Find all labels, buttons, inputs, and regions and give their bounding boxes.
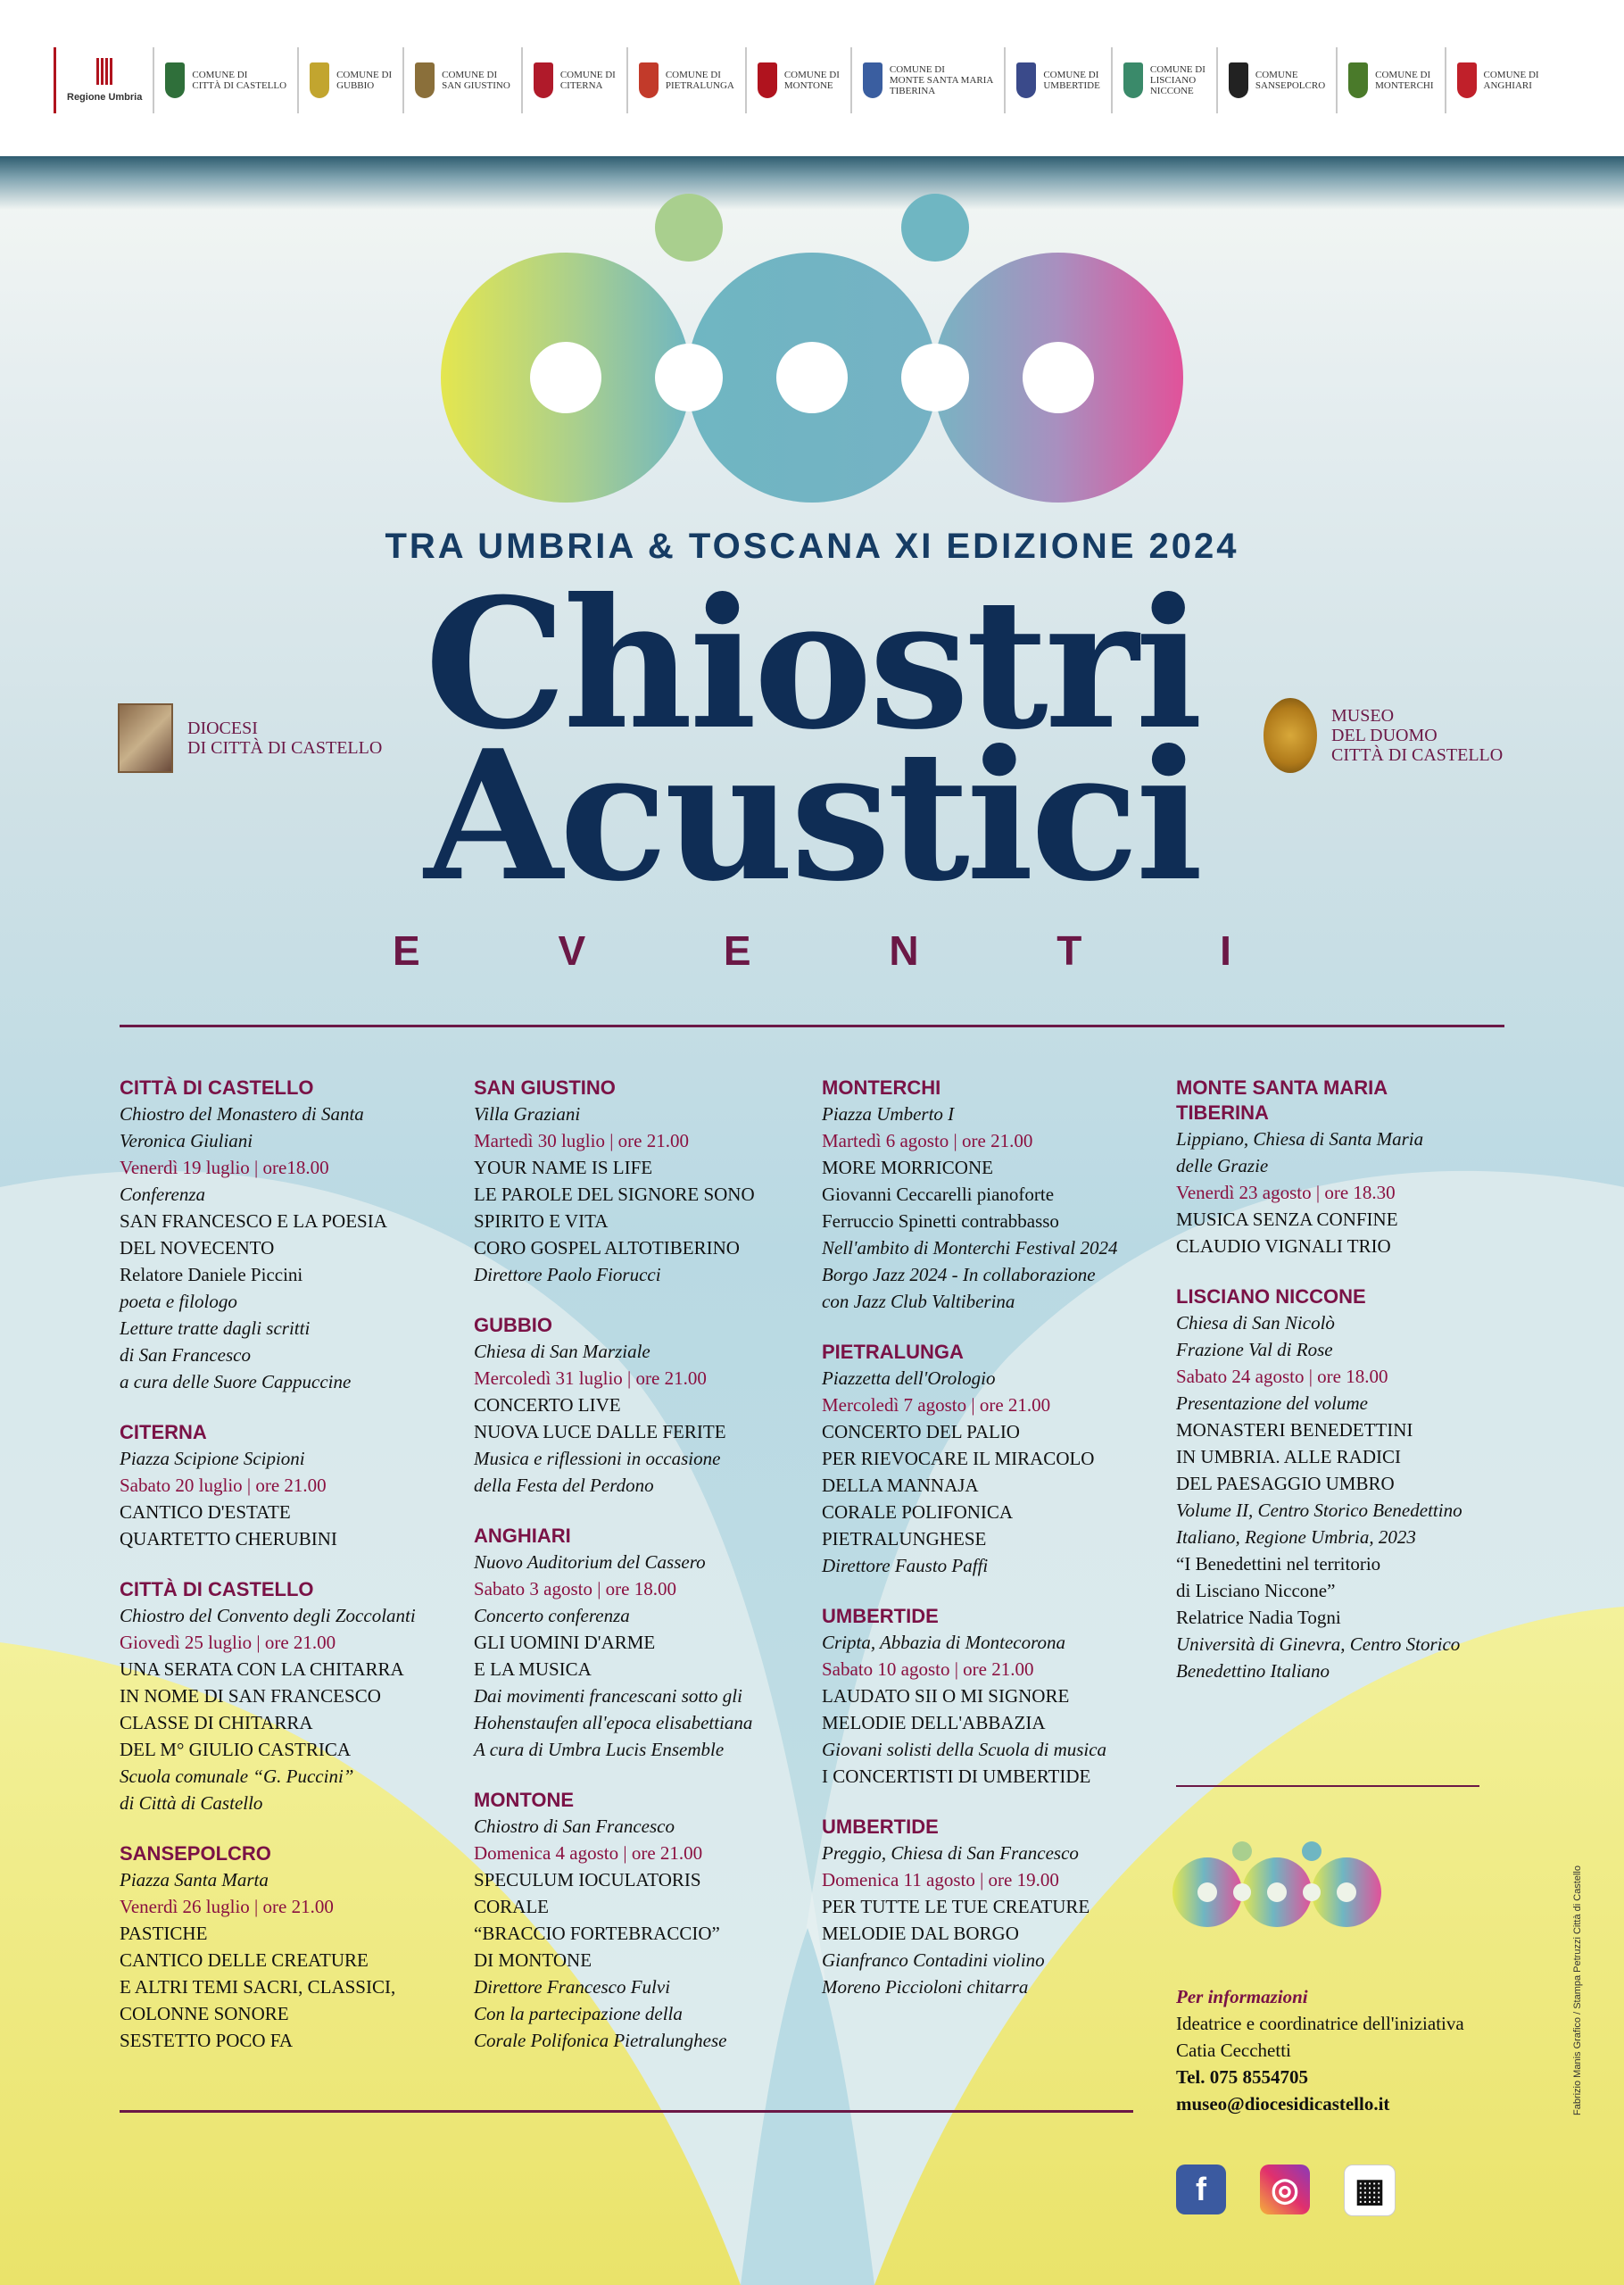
event-line: di Lisciano Niccone”: [1176, 1580, 1336, 1601]
event-line: di Città di Castello: [120, 1792, 263, 1814]
event-line: Piazzetta dell'Orologio: [822, 1367, 996, 1389]
event-line: DEL PAESAGGIO UMBRO: [1176, 1473, 1395, 1494]
event-line: Volume II, Centro Storico Benedettino: [1176, 1500, 1462, 1521]
event-line: CANTICO DELLE CREATURE: [120, 1949, 369, 1971]
event-line: PER RIEVOCARE IL MIRACOLO: [822, 1448, 1095, 1469]
event-line: CLASSE DI CHITARRA: [120, 1712, 313, 1733]
event-line: Relatore Daniele Piccini: [120, 1264, 303, 1285]
event-line: Veronica Giuliani: [120, 1130, 253, 1151]
event-date: Martedì 6 agosto | ore 21.00: [822, 1130, 1033, 1151]
comune-label: COMUNE DI PIETRALUNGA: [665, 70, 734, 91]
event-line: Presentazione del volume: [1176, 1392, 1368, 1414]
event-line: Ferruccio Spinetti contrabbasso: [822, 1210, 1059, 1232]
event-location: MONTE SANTA MARIA: [1176, 1076, 1388, 1099]
qr-code-icon[interactable]: ▦: [1344, 2165, 1396, 2216]
event-line: DELLA MANNAJA: [822, 1475, 979, 1496]
event-line: MORE MORRICONE: [822, 1157, 993, 1178]
comune-label: COMUNE DI MONTONE: [783, 70, 840, 91]
event-line: Con la partecipazione della: [474, 2003, 683, 2024]
event-line: QUARTETTO CHERUBINI: [120, 1528, 337, 1550]
event-line: Piazza Santa Marta: [120, 1869, 269, 1890]
event-location: CITTÀ DI CASTELLO: [120, 1076, 314, 1099]
event-block: [1176, 1284, 1515, 1684]
event-line: Italiano, Regione Umbria, 2023: [1176, 1526, 1416, 1548]
event-block: [120, 1841, 459, 2054]
event-line: con Jazz Club Valtiberina: [822, 1291, 1015, 1312]
comune-label: COMUNE DI GUBBIO: [336, 70, 393, 91]
event-line: a cura delle Suore Cappuccine: [120, 1371, 352, 1392]
event-block: [474, 1524, 813, 1763]
small-festival-logo: [1160, 1830, 1410, 1955]
credit-line: Fabrizio Manis Grafico / Stampa Petruzzi Città di Castello: [1572, 1865, 1583, 2115]
event-date: Sabato 10 agosto | ore 21.00: [822, 1658, 1034, 1680]
event-line: CLAUDIO VIGNALI TRIO: [1176, 1235, 1391, 1257]
info-heading: Per informazioni: [1176, 1986, 1308, 2007]
event-block: [474, 1313, 813, 1499]
event-line: della Festa del Perdono: [474, 1475, 654, 1496]
dot-teal: [901, 194, 969, 262]
event-block: [474, 1788, 813, 2054]
event-line: LE PAROLE DEL SIGNORE SONO: [474, 1184, 755, 1205]
event-line: Corale Polifonica Pietralunghese: [474, 2030, 727, 2051]
event-date: Mercoledì 7 agosto | ore 21.00: [822, 1394, 1051, 1416]
event-line: Dai movimenti francescani sotto gli: [474, 1685, 742, 1707]
facebook-icon[interactable]: f: [1176, 2165, 1226, 2214]
event-line: Relatrice Nadia Togni: [1176, 1607, 1341, 1628]
comune-label: COMUNE DI CITTÀ DI CASTELLO: [192, 70, 287, 91]
event-line: GLI UOMINI D'ARME: [474, 1632, 656, 1653]
event-block: [474, 1076, 813, 1288]
event-line: poeta e filologo: [120, 1291, 237, 1312]
diocesi-label: DIOCESI DI CITTÀ DI CASTELLO: [187, 719, 383, 758]
event-line: “I Benedettini nel territorio: [1176, 1553, 1381, 1575]
event-block: [1176, 1076, 1515, 1259]
comune-label: COMUNE DI MONTE SANTA MARIA TIBERINA: [889, 64, 994, 96]
event-date: Venerdì 23 agosto | ore 18.30: [1176, 1182, 1396, 1203]
social-links: [1176, 2165, 1396, 2216]
event-line: Preggio, Chiesa di San Francesco: [822, 1842, 1079, 1864]
event-line: Villa Graziani: [474, 1103, 581, 1125]
event-line: “BRACCIO FORTEBRACCIO”: [474, 1923, 720, 1944]
events-column-1: [120, 1076, 459, 2079]
eventi-letter: I: [1220, 927, 1231, 974]
event-line: CONCERTO LIVE: [474, 1394, 621, 1416]
diocesi-emblem-icon: [118, 703, 173, 773]
event-line: Moreno Piccioloni chitarra: [822, 1976, 1029, 1998]
event-location: MONTERCHI: [822, 1076, 941, 1099]
event-location: LISCIANO NICCONE: [1176, 1285, 1366, 1308]
event-line: PIETRALUNGHESE: [822, 1528, 987, 1550]
events-column-3: [822, 1076, 1161, 2025]
event-line: Borgo Jazz 2024 - In collaborazione: [822, 1264, 1096, 1285]
event-line: Direttore Francesco Fulvi: [474, 1976, 671, 1998]
event-line: MELODIE DAL BORGO: [822, 1923, 1019, 1944]
event-line: Concerto conferenza: [474, 1605, 630, 1626]
info-email[interactable]: museo@diocesidicastello.it: [1176, 2093, 1390, 2115]
info-line: Catia Cecchetti: [1176, 2040, 1291, 2061]
event-line: IN UMBRIA. ALLE RADICI: [1176, 1446, 1401, 1467]
edition-heading: TRA UMBRIA & TOSCANA XI EDIZIONE 2024: [385, 527, 1239, 566]
event-line: Letture tratte dagli scritti: [120, 1317, 311, 1339]
event-location: CITERNA: [120, 1421, 207, 1443]
museo-partner: [1264, 698, 1503, 773]
event-line: Chiostro del Convento degli Zoccolanti: [120, 1605, 416, 1626]
event-block: [822, 1604, 1161, 1790]
event-line: DEL M° GIULIO CASTRICA: [120, 1739, 352, 1760]
event-line: NUOVA LUCE DALLE FERITE: [474, 1421, 726, 1442]
event-date: Venerdì 26 luglio | ore 21.00: [120, 1896, 334, 1917]
event-line: DI MONTONE: [474, 1949, 592, 1971]
event-line: I CONCERTISTI DI UMBERTIDE: [822, 1766, 1091, 1787]
info-divider: [1176, 1785, 1479, 1787]
event-location: UMBERTIDE: [822, 1605, 939, 1627]
event-line: SESTETTO POCO FA: [120, 2030, 294, 2051]
title-line-2: Acustici: [424, 711, 1200, 921]
comune-label: COMUNE DI SAN GIUSTINO: [442, 70, 510, 91]
comune-label: COMUNE DI MONTERCHI: [1375, 70, 1434, 91]
event-block: [120, 1420, 459, 1552]
event-date: Giovedì 25 luglio | ore 21.00: [120, 1632, 336, 1653]
event-line: CANTICO D'ESTATE: [120, 1501, 291, 1523]
event-line: PASTICHE: [120, 1923, 208, 1944]
event-line: Nuovo Auditorium del Cassero: [474, 1551, 706, 1573]
events-column-2: [474, 1076, 813, 2079]
region-label: Regione Umbria: [67, 92, 143, 103]
event-line: Direttore Paolo Fiorucci: [474, 1264, 661, 1285]
event-line: Chiesa di San Nicolò: [1176, 1312, 1335, 1334]
event-line: Giovani solisti della Scuola di musica: [822, 1739, 1107, 1760]
event-block: [120, 1076, 459, 1395]
eventi-letter: E: [723, 927, 751, 974]
eventi-letter: V: [558, 927, 586, 974]
event-block: [822, 1076, 1161, 1315]
event-line: E ALTRI TEMI SACRI, CLASSICI,: [120, 1976, 396, 1998]
event-line: di San Francesco: [120, 1344, 251, 1366]
eventi-letter: T: [1056, 927, 1082, 974]
event-line: Hohenstaufen all'epoca elisabettiana: [474, 1712, 753, 1733]
event-line: Benedettino Italiano: [1176, 1660, 1330, 1682]
event-line: Musica e riflessioni in occasione: [474, 1448, 721, 1469]
event-line: CORALE: [474, 1896, 549, 1917]
event-line: Giovanni Ceccarelli pianoforte: [822, 1184, 1055, 1205]
bottom-divider: [120, 2110, 1133, 2113]
event-line: SPIRITO E VITA: [474, 1210, 609, 1232]
event-location: GUBBIO: [474, 1314, 552, 1336]
event-location: CITTÀ DI CASTELLO: [120, 1578, 314, 1600]
event-line: Conferenza: [120, 1184, 206, 1205]
instagram-icon[interactable]: ◎: [1260, 2165, 1310, 2214]
event-line: UNA SERATA CON LA CHITARRA: [120, 1658, 404, 1680]
event-line: Scuola comunale “G. Puccini”: [120, 1766, 354, 1787]
event-block: [822, 1815, 1161, 2000]
comune-label: COMUNE DI LISCIANO NICCONE: [1149, 64, 1206, 96]
event-line: Piazza Scipione Scipioni: [120, 1448, 305, 1469]
eventi-subtitle: [393, 926, 1231, 975]
event-line: CONCERTO DEL PALIO: [822, 1421, 1020, 1442]
event-line: Nell'ambito di Monterchi Festival 2024: [822, 1237, 1118, 1259]
event-line: SPECULUM IOCULATORIS: [474, 1869, 701, 1890]
event-line: LAUDATO SII O MI SIGNORE: [822, 1685, 1070, 1707]
event-date: Domenica 4 agosto | ore 21.00: [474, 1842, 703, 1864]
info-block: [1176, 1983, 1551, 2117]
comune-label: COMUNE DI CITERNA: [559, 70, 616, 91]
event-line: Gianfranco Contadini violino: [822, 1949, 1045, 1971]
event-line: IN NOME DI SAN FRANCESCO: [120, 1685, 381, 1707]
diocesi-partner: [118, 703, 382, 773]
comune-label: COMUNE DI UMBERTIDE: [1043, 70, 1100, 91]
top-divider: [120, 1025, 1504, 1027]
event-line: Chiostro del Monastero di Santa: [120, 1103, 364, 1125]
event-line: CORALE POLIFONICA: [822, 1501, 1014, 1523]
dot-green: [655, 194, 723, 262]
event-date: Sabato 3 agosto | ore 18.00: [474, 1578, 677, 1600]
event-line: YOUR NAME IS LIFE: [474, 1157, 653, 1178]
eventi-letter: N: [889, 927, 919, 974]
events-column-4: [1176, 1076, 1515, 1709]
event-block: [822, 1340, 1161, 1579]
museo-emblem-icon: [1264, 698, 1317, 773]
event-line: Lippiano, Chiesa di Santa Maria: [1176, 1128, 1424, 1150]
event-location: PIETRALUNGA: [822, 1341, 964, 1363]
event-location: SAN GIUSTINO: [474, 1076, 616, 1099]
event-date: Mercoledì 31 luglio | ore 21.00: [474, 1367, 707, 1389]
event-line: CORO GOSPEL ALTOTIBERINO: [474, 1237, 740, 1259]
comune-label: COMUNE DI ANGHIARI: [1483, 70, 1539, 91]
event-line: delle Grazie: [1176, 1155, 1269, 1176]
eventi-letter: E: [393, 927, 420, 974]
event-line: Cripta, Abbazia di Montecorona: [822, 1632, 1065, 1653]
event-line: E LA MUSICA: [474, 1658, 592, 1680]
event-line: Chiesa di San Marziale: [474, 1341, 650, 1362]
info-line: Ideatrice e coordinatrice dell'iniziativa: [1176, 2013, 1464, 2034]
event-line: Università di Ginevra, Centro Storico: [1176, 1633, 1461, 1655]
event-line: COLONNE SONORE: [120, 2003, 289, 2024]
event-line: DEL NOVECENTO: [120, 1237, 275, 1259]
event-location: MONTONE: [474, 1789, 575, 1811]
event-location: SANSEPOLCRO: [120, 1842, 271, 1865]
museo-label: MUSEO DEL DUOMO CITTÀ DI CASTELLO: [1331, 706, 1504, 765]
event-date: Sabato 20 luglio | ore 21.00: [120, 1475, 327, 1496]
festival-logo: [0, 0, 1624, 536]
event-location: TIBERINA: [1176, 1101, 1269, 1124]
event-date: Sabato 24 agosto | ore 18.00: [1176, 1366, 1388, 1387]
event-date: Venerdì 19 luglio | ore18.00: [120, 1157, 329, 1178]
event-line: PER TUTTE LE TUE CREATURE: [822, 1896, 1090, 1917]
event-date: Domenica 11 agosto | ore 19.00: [822, 1869, 1059, 1890]
event-location: UMBERTIDE: [822, 1816, 939, 1838]
comune-label: COMUNE SANSEPOLCRO: [1255, 70, 1326, 91]
info-phone[interactable]: Tel. 075 8554705: [1176, 2066, 1308, 2088]
event-location: ANGHIARI: [474, 1525, 571, 1547]
title-line-1: Chiostri: [424, 560, 1200, 769]
event-line: SAN FRANCESCO E LA POESIA: [120, 1210, 387, 1232]
event-line: A cura di Umbra Lucis Ensemble: [474, 1739, 725, 1760]
event-line: MUSICA SENZA CONFINE: [1176, 1209, 1398, 1230]
event-line: Direttore Fausto Paffi: [822, 1555, 989, 1576]
event-line: MONASTERI BENEDETTINI: [1176, 1419, 1413, 1441]
event-line: Frazione Val di Rose: [1176, 1339, 1333, 1360]
event-line: MELODIE DELL'ABBAZIA: [822, 1712, 1046, 1733]
event-date: Martedì 30 luglio | ore 21.00: [474, 1130, 689, 1151]
event-line: Chiostro di San Francesco: [474, 1816, 675, 1837]
event-line: Piazza Umberto I: [822, 1103, 955, 1125]
event-block: [120, 1577, 459, 1816]
